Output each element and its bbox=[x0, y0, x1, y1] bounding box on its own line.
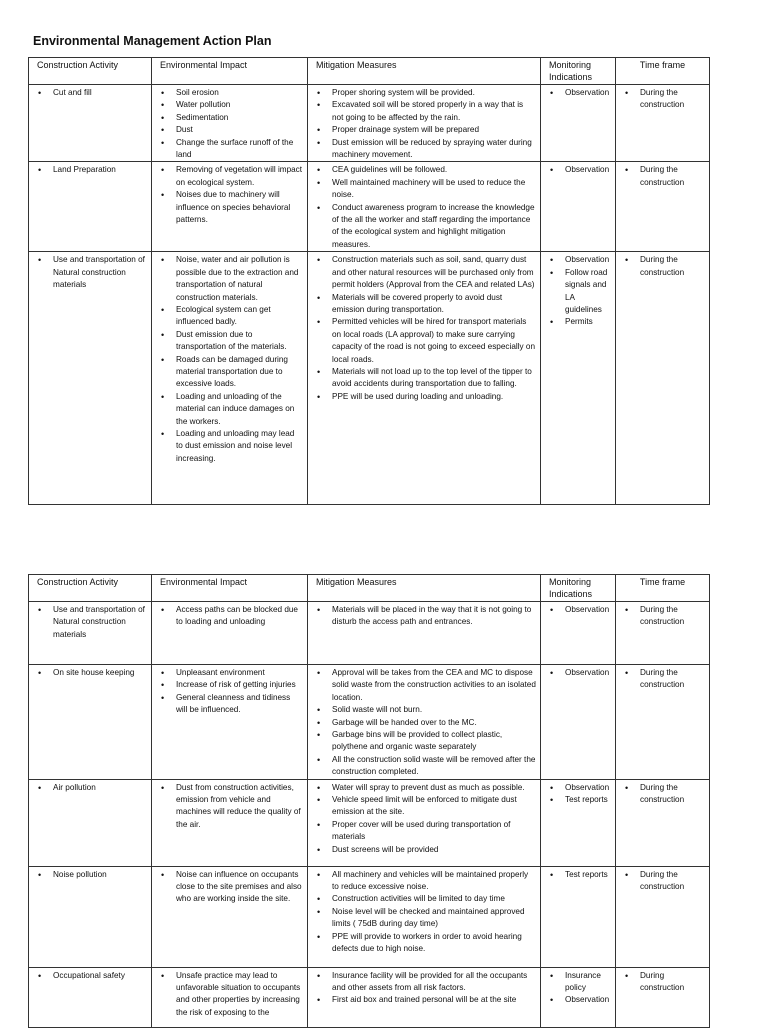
timeframe-item-list bbox=[620, 970, 705, 995]
mitigation-cell bbox=[308, 602, 541, 665]
mitigation-item: • Conduct awareness program to increase the knowledge of the all the worker and staff regarding the importance of the ecological system and highlight mitigation measures. bbox=[332, 202, 536, 252]
activity-item: • Use and transportation of Natural construction materials bbox=[53, 254, 147, 291]
mitigation-item: • Vehicle speed limit will be enforced to mitigate dust emission at the site. bbox=[332, 794, 536, 819]
activity-cell bbox=[29, 866, 152, 967]
mitigation-item-list bbox=[312, 970, 536, 1007]
mitigation-item: • Permitted vehicles will be hired for transport materials on local roads (LA approval) to make sure carrying capacity of the road is not going to exceed especially on local roads. bbox=[332, 316, 536, 366]
activity-item-list bbox=[33, 87, 147, 99]
activity-item-list bbox=[33, 667, 147, 679]
table-row bbox=[29, 602, 710, 665]
table-row bbox=[29, 967, 710, 1027]
mitigation-item: • CEA guidelines will be followed. bbox=[332, 164, 536, 176]
header-timeframe: Time frame bbox=[616, 58, 710, 85]
mitigation-item-list bbox=[312, 254, 536, 403]
activity-cell bbox=[29, 665, 152, 780]
impact-item: • Unsafe practice may lead to unfavorable situation to occupants and other properties by increasing the risk of exposing to the bbox=[176, 970, 303, 1020]
header-activity: Construction Activity bbox=[29, 575, 152, 602]
mitigation-item: • Proper drainage system will be prepared bbox=[332, 124, 536, 136]
mitigation-item: • Approval will be takes from the CEA and MC to dispose solid waste from the construction activities to an isolated location. bbox=[332, 667, 536, 704]
mitigation-item: • Solid waste will not burn. bbox=[332, 704, 536, 716]
mitigation-cell bbox=[308, 252, 541, 505]
impact-item-list bbox=[156, 604, 303, 629]
mitigation-item: • Materials will not load up to the top level of the tipper to avoid accidents during transportation due to falling. bbox=[332, 366, 536, 391]
mitigation-item-list bbox=[312, 782, 536, 856]
impact-item: • Increase of risk of getting injuries bbox=[176, 679, 303, 691]
timeframe-cell bbox=[616, 162, 710, 252]
monitoring-cell bbox=[541, 85, 616, 162]
activity-item-list bbox=[33, 782, 147, 794]
mitigation-item: • Garbage will be handed over to the MC. bbox=[332, 717, 536, 729]
table-row bbox=[29, 162, 710, 252]
mitigation-item: • PPE will provide to workers in order to avoid hearing defects due to high noise. bbox=[332, 931, 536, 956]
monitoring-item: • Observation bbox=[565, 667, 611, 679]
monitoring-item-list bbox=[545, 87, 611, 99]
timeframe-item: • During the construction bbox=[640, 87, 705, 112]
mitigation-item: • Well maintained machinery will be used to reduce the noise. bbox=[332, 177, 536, 202]
impact-item: • Change the surface runoff of the land bbox=[176, 137, 303, 162]
timeframe-item-list bbox=[620, 667, 705, 692]
impact-item: • Roads can be damaged during material transportation due to excessive loads. bbox=[176, 354, 303, 391]
timeframe-item: • During the construction bbox=[640, 869, 705, 894]
monitoring-item: • Observation bbox=[565, 782, 611, 794]
activity-cell bbox=[29, 967, 152, 1027]
activity-item-list bbox=[33, 254, 147, 291]
mitigation-item: • Materials will be placed in the way that it is not going to disturb the access path and entrances. bbox=[332, 604, 536, 629]
impact-item: • Access paths can be blocked due to loading and unloading bbox=[176, 604, 303, 629]
impact-item: • Noise, water and air pollution is possible due to the extraction and transportation of natural construction materials. bbox=[176, 254, 303, 304]
impact-cell bbox=[152, 779, 308, 866]
monitoring-item-list bbox=[545, 604, 611, 616]
activity-cell bbox=[29, 85, 152, 162]
activity-item: • Use and transportation of Natural construction materials bbox=[53, 604, 147, 641]
impact-item: • General cleanness and tidiness will be influenced. bbox=[176, 692, 303, 717]
monitoring-cell bbox=[541, 252, 616, 505]
timeframe-cell bbox=[616, 252, 710, 505]
timeframe-item-list bbox=[620, 164, 705, 189]
action-plan-table-2 bbox=[28, 574, 710, 1028]
activity-cell bbox=[29, 779, 152, 866]
header-impact: Environmental Impact bbox=[152, 58, 308, 85]
mitigation-item: • First aid box and trained personal will be at the site bbox=[332, 994, 536, 1006]
impact-cell bbox=[152, 85, 308, 162]
timeframe-item: • During the construction bbox=[640, 782, 705, 807]
monitoring-cell bbox=[541, 602, 616, 665]
impact-item-list bbox=[156, 667, 303, 717]
mitigation-cell bbox=[308, 162, 541, 252]
activity-item: • On site house keeping bbox=[53, 667, 147, 679]
timeframe-item: • During the construction bbox=[640, 254, 705, 279]
impact-item: • Dust from construction activities, emission from vehicle and machines will reduce the quality of the air. bbox=[176, 782, 303, 832]
mitigation-cell bbox=[308, 665, 541, 780]
activity-item-list bbox=[33, 604, 147, 641]
header-mitigation: Mitigation Measures bbox=[308, 58, 541, 85]
monitoring-item: • Insurance policy bbox=[565, 970, 611, 995]
table-row bbox=[29, 665, 710, 780]
mitigation-item: • Excavated soil will be stored properly in a way that is not going to be affected by the rain. bbox=[332, 99, 536, 124]
monitoring-item: • Observation bbox=[565, 87, 611, 99]
header-mitigation: Mitigation Measures bbox=[308, 575, 541, 602]
activity-item: • Occupational safety bbox=[53, 970, 147, 982]
mitigation-cell bbox=[308, 866, 541, 967]
impact-item: • Noise can influence on occupants close to the site premises and also who are working inside the site. bbox=[176, 869, 303, 906]
mitigation-item: • All the construction solid waste will be removed after the construction completed. bbox=[332, 754, 536, 779]
mitigation-item: • Noise level will be checked and maintained approved limits ( 75dB during day time) bbox=[332, 906, 536, 931]
monitoring-cell bbox=[541, 665, 616, 780]
monitoring-item: • Permits bbox=[565, 316, 611, 328]
mitigation-item: • Construction activities will be limited to day time bbox=[332, 893, 536, 905]
impact-item: • Soil erosion bbox=[176, 87, 303, 99]
monitoring-item: • Observation bbox=[565, 604, 611, 616]
page-title: Environmental Management Action Plan bbox=[33, 34, 272, 48]
impact-cell bbox=[152, 252, 308, 505]
activity-cell bbox=[29, 252, 152, 505]
monitoring-item-list bbox=[545, 254, 611, 328]
mitigation-item: • Water will spray to prevent dust as much as possible. bbox=[332, 782, 536, 794]
header-activity: Construction Activity bbox=[29, 58, 152, 85]
mitigation-item: • Construction materials such as soil, sand, quarry dust and other natural resources will be purchased only from permit holders (Approval from the CEA and related LAs) bbox=[332, 254, 536, 291]
activity-item-list bbox=[33, 970, 147, 982]
monitoring-item: • Observation bbox=[565, 164, 611, 176]
mitigation-cell bbox=[308, 967, 541, 1027]
monitoring-item-list bbox=[545, 970, 611, 1007]
monitoring-item-list bbox=[545, 667, 611, 679]
mitigation-item: • Proper cover will be used during transportation of materials bbox=[332, 819, 536, 844]
mitigation-item-list bbox=[312, 164, 536, 251]
impact-item-list bbox=[156, 782, 303, 832]
header-timeframe: Time frame bbox=[616, 575, 710, 602]
mitigation-item: • Garbage bins will be provided to collect plastic, polythene and organic waste separately bbox=[332, 729, 536, 754]
monitoring-cell bbox=[541, 779, 616, 866]
table-row bbox=[29, 85, 710, 162]
mitigation-item: • Dust screens will be provided bbox=[332, 844, 536, 856]
activity-item: • Noise pollution bbox=[53, 869, 147, 881]
mitigation-item: • PPE will be used during loading and unloading. bbox=[332, 391, 536, 403]
impact-cell bbox=[152, 665, 308, 780]
timeframe-item-list bbox=[620, 254, 705, 279]
mitigation-item-list bbox=[312, 869, 536, 956]
monitoring-item: • Test reports bbox=[565, 794, 611, 806]
timeframe-item-list bbox=[620, 869, 705, 894]
impact-item: • Sedimentation bbox=[176, 112, 303, 124]
impact-cell bbox=[152, 602, 308, 665]
impact-item-list bbox=[156, 869, 303, 906]
timeframe-cell bbox=[616, 602, 710, 665]
mitigation-item-list bbox=[312, 87, 536, 161]
impact-cell bbox=[152, 967, 308, 1027]
table-row bbox=[29, 866, 710, 967]
impact-cell bbox=[152, 162, 308, 252]
impact-item: • Loading and unloading of the material can induce damages on the workers. bbox=[176, 391, 303, 428]
mitigation-item: • Insurance facility will be provided for all the occupants and other assets from all risk factors. bbox=[332, 970, 536, 995]
monitoring-item: • Observation bbox=[565, 994, 611, 1006]
monitoring-cell bbox=[541, 162, 616, 252]
mitigation-item: • Proper shoring system will be provided. bbox=[332, 87, 536, 99]
mitigation-cell bbox=[308, 779, 541, 866]
impact-item: • Dust bbox=[176, 124, 303, 136]
timeframe-cell bbox=[616, 85, 710, 162]
monitoring-item-list bbox=[545, 782, 611, 807]
impact-item: • Loading and unloading may lead to dust emission and noise level increasing. bbox=[176, 428, 303, 465]
action-plan-table-1 bbox=[28, 57, 710, 505]
header-monitoring: Monitoring Indications bbox=[541, 58, 616, 85]
header-row bbox=[29, 58, 710, 85]
timeframe-item: • During the construction bbox=[640, 667, 705, 692]
mitigation-cell bbox=[308, 85, 541, 162]
monitoring-item: • Test reports bbox=[565, 869, 611, 881]
impact-item-list bbox=[156, 164, 303, 226]
timeframe-item: • During construction bbox=[640, 970, 705, 995]
table-row bbox=[29, 252, 710, 505]
mitigation-item-list bbox=[312, 667, 536, 779]
timeframe-cell bbox=[616, 665, 710, 780]
timeframe-item-list bbox=[620, 782, 705, 807]
impact-item-list bbox=[156, 970, 303, 1020]
activity-item-list bbox=[33, 869, 147, 881]
activity-item: • Air pollution bbox=[53, 782, 147, 794]
header-monitoring: Monitoring Indications bbox=[541, 575, 616, 602]
table-row bbox=[29, 779, 710, 866]
impact-item-list bbox=[156, 87, 303, 161]
monitoring-item-list bbox=[545, 869, 611, 881]
impact-item: • Noises due to machinery will influence on species behavioral patterns. bbox=[176, 189, 303, 226]
header-row bbox=[29, 575, 710, 602]
timeframe-item: • During the construction bbox=[640, 604, 705, 629]
timeframe-cell bbox=[616, 967, 710, 1027]
header-impact: Environmental Impact bbox=[152, 575, 308, 602]
timeframe-item-list bbox=[620, 87, 705, 112]
mitigation-item: • All machinery and vehicles will be maintained properly to reduce excessive noise. bbox=[332, 869, 536, 894]
activity-item: • Land Preparation bbox=[53, 164, 147, 176]
mitigation-item-list bbox=[312, 604, 536, 629]
monitoring-cell bbox=[541, 967, 616, 1027]
activity-cell bbox=[29, 162, 152, 252]
activity-item-list bbox=[33, 164, 147, 176]
monitoring-cell bbox=[541, 866, 616, 967]
impact-item: • Ecological system can get influenced badly. bbox=[176, 304, 303, 329]
mitigation-item: • Materials will be covered properly to avoid dust emission during transportation. bbox=[332, 292, 536, 317]
mitigation-item: • Dust emission will be reduced by spraying water during machinery movement. bbox=[332, 137, 536, 162]
impact-item-list bbox=[156, 254, 303, 465]
impact-item: • Water pollution bbox=[176, 99, 303, 111]
activity-item: • Cut and fill bbox=[53, 87, 147, 99]
monitoring-item: • Observation bbox=[565, 254, 611, 266]
impact-cell bbox=[152, 866, 308, 967]
monitoring-item-list bbox=[545, 164, 611, 176]
timeframe-cell bbox=[616, 866, 710, 967]
timeframe-item: • During the construction bbox=[640, 164, 705, 189]
impact-item: • Dust emission due to transportation of the materials. bbox=[176, 329, 303, 354]
monitoring-item: • Follow road signals and LA guidelines bbox=[565, 267, 611, 317]
timeframe-item-list bbox=[620, 604, 705, 629]
impact-item: • Removing of vegetation will impact on ecological system. bbox=[176, 164, 303, 189]
impact-item: • Unpleasant environment bbox=[176, 667, 303, 679]
activity-cell bbox=[29, 602, 152, 665]
timeframe-cell bbox=[616, 779, 710, 866]
